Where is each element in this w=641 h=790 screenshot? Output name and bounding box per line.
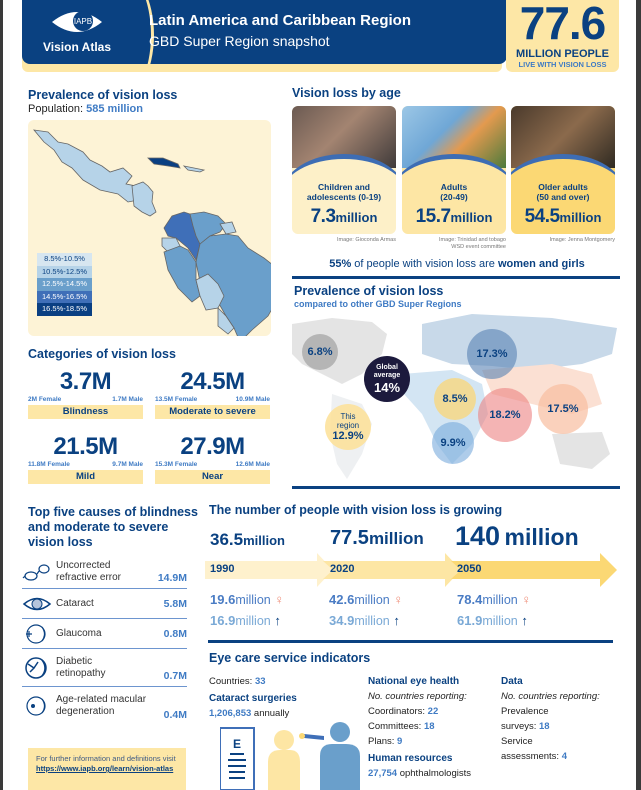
category-female: 15.3M Female xyxy=(155,461,198,468)
bubble-sub-saharan-africa: 9.9% xyxy=(432,422,474,464)
age-card-children xyxy=(292,106,396,234)
growth-arrows xyxy=(205,553,617,587)
women-pct: 55% xyxy=(329,258,352,270)
category-label: Near xyxy=(155,470,270,484)
cause-name: Glaucoma xyxy=(56,627,102,639)
age-label: Children and adolescents (0-19) xyxy=(306,182,382,202)
macular-degeneration-eye-icon xyxy=(22,694,52,718)
iapb-logo xyxy=(22,8,132,54)
legend-item: 14.5%-16.5% xyxy=(37,291,92,304)
divider xyxy=(208,640,613,643)
headline-number: 77.6 xyxy=(519,0,606,49)
map-guianas xyxy=(220,222,236,234)
bubble-north-africa-middle-east: 8.5% xyxy=(434,378,476,420)
legend-item: 12.5%-14.5% xyxy=(37,278,92,291)
cause-name: Diabetic retinopathy xyxy=(56,655,106,679)
bubble-high-income: 6.8% xyxy=(302,334,338,370)
map-caribbean xyxy=(184,166,204,172)
women-stat xyxy=(292,258,622,270)
female-icon: ♀ xyxy=(521,592,532,607)
bubble-this-region: This region 12.9% xyxy=(325,404,371,450)
eyecare-col-2: National eye health No. countries reporting: Coordinators: 22 Committees: 18 Plans: 9 Human resources 27,754 ophthalmologists xyxy=(368,674,498,781)
age-value: 7.3million xyxy=(310,206,378,227)
cause-item xyxy=(22,619,187,649)
image-credit: Image: Trinidad and tobago WSD event committee xyxy=(439,237,506,250)
header-banner xyxy=(22,0,507,64)
age-label: Older adults (50 and over) xyxy=(536,182,590,202)
divider xyxy=(292,486,620,489)
causes-header xyxy=(28,505,203,550)
eyecare-title: Eye care service indicators xyxy=(209,651,371,665)
age-section xyxy=(292,86,622,100)
male-icon: ↑ xyxy=(274,613,281,628)
cause-value: 5.8M xyxy=(163,597,187,610)
glaucoma-eye-icon xyxy=(22,622,52,646)
age-value: 54.5million xyxy=(524,206,602,227)
region-map xyxy=(28,120,271,336)
population-label: Population: xyxy=(28,103,84,115)
divider xyxy=(292,276,620,279)
categories-title: Categories of vision loss xyxy=(28,347,176,361)
age-cards xyxy=(292,106,622,234)
category-female: 2M Female xyxy=(28,396,62,403)
legend-item: 10.5%-12.5% xyxy=(37,266,92,279)
hr-title: Human resources xyxy=(368,753,453,764)
category-near xyxy=(155,434,270,484)
category-label: Mild xyxy=(28,470,143,484)
eyecare-header xyxy=(209,651,370,665)
category-label: Moderate to severe xyxy=(155,405,270,419)
map-cuba xyxy=(148,158,180,168)
prevalence-section xyxy=(28,88,273,115)
causes-list xyxy=(22,555,187,725)
map-europe-asia xyxy=(422,314,617,370)
page-title: Latin America and Caribbean Region xyxy=(149,12,411,29)
population-value: 585 million xyxy=(86,103,143,115)
headline-line2: LIVE WITH VISION LOSS xyxy=(518,60,607,69)
cause-value: 0.8M xyxy=(163,627,187,640)
cause-value: 0.4M xyxy=(163,709,187,721)
legend-item: 8.5%-10.5% xyxy=(37,253,92,266)
age-title: Vision loss by age xyxy=(292,86,401,100)
comparison-title: Prevalence of vision loss xyxy=(294,284,444,298)
category-male: 1.7M Male xyxy=(112,396,143,403)
eyecare-col-1: Countries: 33 Cataract surgeries 1,206,853 annually xyxy=(209,674,359,721)
categories-header xyxy=(28,347,176,361)
category-male: 10.9M Male xyxy=(235,396,270,403)
legend-item: 16.5%-18.5% xyxy=(37,303,92,316)
svg-text:E: E xyxy=(232,737,242,751)
map-australia xyxy=(552,432,610,469)
women-bold: women and girls xyxy=(498,258,585,270)
bubble-southeast-asia: 17.5% xyxy=(538,384,588,434)
causes-title: Top five causes of blindness and moderate to severe vision loss xyxy=(28,505,198,549)
male-2050: 61.9million ↑ xyxy=(457,613,528,628)
cause-item xyxy=(22,649,187,687)
category-mild xyxy=(28,434,143,484)
image-credit: Image: Jenna Montgomery xyxy=(549,237,615,243)
prevalence-title: Prevalence of vision loss xyxy=(28,88,178,102)
female-2050: 78.4million ♀ xyxy=(457,592,532,607)
eye-exam-illustration xyxy=(220,722,360,790)
glasses-icon xyxy=(22,560,52,584)
age-card-older xyxy=(511,106,615,234)
year-2020: 2020 xyxy=(330,563,355,575)
cataract-title: Cataract surgeries xyxy=(209,693,297,704)
category-blindness xyxy=(28,369,143,419)
category-male: 9.7M Male xyxy=(112,461,143,468)
total-1990: 36.5million xyxy=(210,530,285,549)
page-subtitle: GBD Super Region snapshot xyxy=(149,33,330,49)
vision-atlas-link[interactable]: https://www.iapb.org/learn/vision-atlas xyxy=(36,764,174,773)
headline-line1: MILLION PEOPLE xyxy=(516,48,609,60)
cause-value: 0.7M xyxy=(163,670,187,682)
age-label: Adults (20-49) xyxy=(440,182,468,202)
map-mexico xyxy=(34,130,138,202)
male-icon: ↑ xyxy=(521,613,528,628)
category-total: 27.9M xyxy=(180,433,245,460)
logo-mark: IAPB xyxy=(73,17,93,26)
national-title: National eye health xyxy=(368,676,460,687)
scrollbar[interactable] xyxy=(636,0,641,790)
map-central-america xyxy=(132,182,156,216)
age-value: 15.7million xyxy=(415,206,493,227)
year-1990: 1990 xyxy=(210,563,235,575)
category-male: 12.6M Male xyxy=(235,461,270,468)
female-icon: ♀ xyxy=(393,592,404,607)
bubble-central-europe-asia: 17.3% xyxy=(467,329,517,379)
cause-name: Uncorrected refractive error xyxy=(56,559,122,583)
cause-item xyxy=(22,555,187,589)
diabetic-retinopathy-eye-icon xyxy=(22,656,52,680)
comparison-subtitle: compared to other GBD Super Regions xyxy=(294,299,462,309)
cause-name: Age-related macular degeneration xyxy=(56,694,147,717)
bubble-global-average: Global average 14% xyxy=(364,356,410,402)
eyecare-col-3: Data No. countries reporting: Prevalence surveys: 18 Service assessments: 4 xyxy=(501,674,621,764)
comparison-header xyxy=(294,284,462,309)
growth-header xyxy=(209,503,502,517)
category-total: 21.5M xyxy=(53,433,118,460)
category-moderate-severe xyxy=(155,369,270,419)
logo-text: Vision Atlas xyxy=(42,40,112,54)
female-1990: 19.6million ♀ xyxy=(210,592,285,607)
map-legend xyxy=(37,253,92,316)
left-edge xyxy=(0,0,3,790)
total-2020: 77.5million xyxy=(330,527,424,549)
world-bubble-map xyxy=(292,314,620,482)
eye-logo-icon xyxy=(50,8,104,36)
category-female: 13.5M Female xyxy=(155,396,198,403)
female-icon: ♀ xyxy=(274,592,285,607)
cause-name: Cataract xyxy=(56,597,94,609)
women-text: of people with vision loss are xyxy=(354,258,495,270)
category-total: 3.7M xyxy=(59,368,112,395)
male-icon: ↑ xyxy=(393,613,400,628)
info-text: For further information and definitions visit xyxy=(36,754,176,763)
female-2020: 42.6million ♀ xyxy=(329,592,404,607)
bubble-south-asia: 18.2% xyxy=(478,388,532,442)
info-box xyxy=(28,748,186,790)
total-2050: 140 million xyxy=(455,521,579,551)
cause-item xyxy=(22,589,187,619)
growth-title: The number of people with vision loss is growing xyxy=(209,503,503,517)
year-2050: 2050 xyxy=(457,563,482,575)
headline-stat xyxy=(506,0,619,72)
population xyxy=(28,103,273,115)
image-credit: Image: Gioconda Armas xyxy=(336,237,396,243)
data-title: Data xyxy=(501,676,523,687)
age-card-adults xyxy=(402,106,506,234)
cause-item xyxy=(22,687,187,725)
male-2020: 34.9million ↑ xyxy=(329,613,400,628)
category-total: 24.5M xyxy=(180,368,245,395)
category-label: Blindness xyxy=(28,405,143,419)
male-1990: 16.9million ↑ xyxy=(210,613,281,628)
cataract-eye-icon xyxy=(22,592,52,616)
cause-value: 14.9M xyxy=(157,572,187,584)
category-female: 11.8M Female xyxy=(28,461,70,468)
